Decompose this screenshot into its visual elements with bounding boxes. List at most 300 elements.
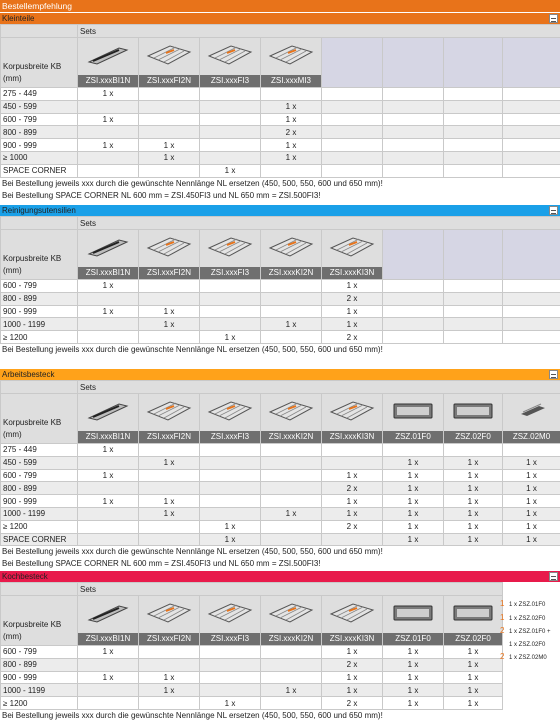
quantity-cell	[261, 646, 322, 659]
quantity-cell	[444, 292, 503, 305]
quantity-cell	[200, 507, 261, 520]
legend-text: 1 x ZSZ.02F0	[509, 615, 546, 622]
product-column-header	[200, 394, 261, 444]
quantity-cell	[139, 697, 200, 710]
quantity-cell	[444, 305, 503, 318]
korpusbreite-label: Korpusbreite KB (mm)	[1, 596, 78, 646]
section-header-reinigung	[0, 205, 560, 216]
section-arbeitsbesteck	[0, 369, 560, 570]
quantity-cell: 1 x	[78, 113, 139, 126]
quantity-cell: 1 x	[503, 507, 560, 520]
product-code: ZSI.xxxFI3	[200, 633, 260, 645]
quantity-cell: 1 x	[322, 495, 383, 508]
quantity-cell	[503, 151, 560, 164]
product-code: ZSI.xxxBI1N	[78, 633, 138, 645]
quantity-cell: 1 x	[139, 671, 200, 684]
table-row	[1, 495, 560, 508]
korpusbreite-value: ≥ 1200	[1, 697, 78, 710]
product-code: ZSI.xxxKI2N	[261, 633, 321, 645]
quantity-cell	[139, 658, 200, 671]
quantity-cell	[383, 88, 444, 101]
quantity-cell	[139, 482, 200, 495]
quantity-cell	[78, 533, 139, 546]
quantity-cell: 1 x	[444, 469, 503, 482]
product-code: ZSI.xxxBI1N	[78, 267, 138, 279]
product-code: ZSI.xxxBI1N	[78, 431, 138, 443]
quantity-cell	[383, 164, 444, 177]
quantity-cell	[139, 469, 200, 482]
quantity-cell	[200, 100, 261, 113]
quantity-cell	[261, 495, 322, 508]
korpusbreite-value: ≥ 1200	[1, 520, 78, 533]
quantity-cell	[444, 88, 503, 101]
quantity-cell	[78, 100, 139, 113]
section-title: Kochbesteck	[2, 572, 48, 581]
quantity-cell: 1 x	[200, 520, 261, 533]
quantity-cell: 1 x	[444, 495, 503, 508]
quantity-cell: 1 x	[444, 507, 503, 520]
korpusbreite-value: SPACE CORNER	[1, 164, 78, 177]
quantity-cell: 1 x	[383, 469, 444, 482]
quantity-cell: 1 x	[322, 671, 383, 684]
quantity-cell: 1 x	[139, 318, 200, 331]
table-row	[1, 318, 560, 331]
product-code: ZSI.xxxKI3N	[322, 267, 382, 279]
korpusbreite-value: 600 - 799	[1, 646, 78, 659]
product-column-header	[200, 230, 261, 280]
quantity-cell: 1 x	[383, 671, 444, 684]
empty-product-column	[444, 230, 503, 280]
quantity-cell	[261, 164, 322, 177]
table-row	[1, 164, 560, 177]
quantity-cell	[261, 520, 322, 533]
product-code: ZSI.xxxKI2N	[261, 267, 321, 279]
product-code: ZSI.xxxKI2N	[261, 431, 321, 443]
quantity-cell: 1 x	[322, 646, 383, 659]
legend-item	[500, 598, 560, 612]
product-column-header	[261, 394, 322, 444]
sets-label: Sets	[78, 583, 503, 596]
product-code: ZSI.xxxMI3	[261, 75, 321, 87]
table-row	[1, 151, 560, 164]
quantity-cell	[503, 139, 560, 152]
quantity-cell	[503, 100, 560, 113]
sets-label: Sets	[78, 381, 560, 394]
legend-number: 2	[500, 652, 505, 661]
quantity-cell: 1 x	[444, 671, 503, 684]
quantity-cell: 1 x	[261, 151, 322, 164]
empty-product-column	[383, 38, 444, 88]
quantity-cell: 1 x	[383, 646, 444, 659]
section-title: Arbeitsbesteck	[2, 370, 55, 379]
quantity-cell: 1 x	[139, 456, 200, 469]
order-note: Bei Bestellung jeweils xxx durch die gewünschte Nennlänge NL ersetzen (450, 500, 550, 600 und 650 mm)!	[2, 178, 383, 188]
quantity-cell	[200, 469, 261, 482]
quantity-cell	[383, 139, 444, 152]
product-code: ZSI.xxxFI2N	[139, 431, 199, 443]
quantity-cell	[200, 139, 261, 152]
quantity-cell: 1 x	[78, 139, 139, 152]
quantity-cell	[261, 292, 322, 305]
table-row	[1, 482, 560, 495]
quantity-cell: 1 x	[444, 646, 503, 659]
quantity-cell	[444, 280, 503, 293]
quantity-cell	[200, 88, 261, 101]
quantity-cell: 1 x	[261, 318, 322, 331]
quantity-cell: 1 x	[78, 305, 139, 318]
quantity-cell: 1 x	[322, 684, 383, 697]
product-column-header	[261, 596, 322, 646]
quantity-cell: 1 x	[139, 684, 200, 697]
legend-text: 1 x ZSZ.01F0 +	[509, 629, 551, 635]
quantity-cell	[139, 164, 200, 177]
quantity-cell: 1 x	[383, 658, 444, 671]
quantity-cell	[78, 456, 139, 469]
quantity-cell	[444, 331, 503, 344]
product-code: ZSI.xxxFI2N	[139, 75, 199, 87]
korpusbreite-value: 275 - 449	[1, 88, 78, 101]
quantity-cell	[503, 331, 560, 344]
korpusbreite-value: 800 - 899	[1, 658, 78, 671]
product-column-header	[139, 230, 200, 280]
quantity-cell: 1 x	[503, 456, 560, 469]
quantity-cell	[261, 482, 322, 495]
quantity-cell	[139, 292, 200, 305]
quantity-cell	[261, 697, 322, 710]
quantity-cell: 1 x	[78, 646, 139, 659]
quantity-cell	[503, 113, 560, 126]
table-row	[1, 533, 560, 546]
quantity-cell	[444, 113, 503, 126]
quantity-cell	[261, 533, 322, 546]
product-column-header	[322, 394, 383, 444]
header-blank	[1, 381, 78, 394]
legend-item	[500, 625, 560, 639]
quantity-cell	[78, 520, 139, 533]
header-blank	[1, 217, 78, 230]
pencil-icon[interactable]	[549, 206, 558, 215]
table-row	[1, 331, 560, 344]
quantity-cell: 1 x	[444, 533, 503, 546]
section-kleinteile	[0, 13, 560, 202]
korpusbreite-value: 450 - 599	[1, 456, 78, 469]
quantity-cell	[78, 126, 139, 139]
quantity-cell	[261, 469, 322, 482]
product-column-header	[200, 38, 261, 88]
product-code: ZSZ.02M0	[503, 431, 560, 443]
quantity-cell	[383, 151, 444, 164]
quantity-cell	[503, 88, 560, 101]
recommendation-table-kochbesteck	[0, 582, 503, 710]
section-title: Kleinteile	[2, 14, 35, 23]
quantity-cell	[261, 456, 322, 469]
table-row	[1, 113, 560, 126]
table-row	[1, 697, 503, 710]
quantity-cell	[200, 671, 261, 684]
quantity-cell	[261, 280, 322, 293]
quantity-cell	[322, 88, 383, 101]
quantity-cell	[261, 444, 322, 457]
quantity-cell	[139, 113, 200, 126]
section-header-kleinteile	[0, 13, 560, 24]
quantity-cell	[78, 164, 139, 177]
legend-item	[500, 639, 560, 652]
product-column-header	[322, 596, 383, 646]
quantity-cell: 1 x	[139, 151, 200, 164]
quantity-cell: 1 x	[78, 444, 139, 457]
quantity-cell	[322, 151, 383, 164]
quantity-cell	[322, 456, 383, 469]
table-row	[1, 456, 560, 469]
quantity-cell	[200, 444, 261, 457]
product-column-header	[139, 394, 200, 444]
quantity-cell	[139, 646, 200, 659]
quantity-cell	[200, 684, 261, 697]
section-header-kochbesteck	[0, 571, 560, 582]
quantity-cell: 2 x	[322, 658, 383, 671]
korpusbreite-value: 800 - 899	[1, 482, 78, 495]
korpusbreite-value: ≥ 1200	[1, 331, 78, 344]
quantity-cell	[503, 292, 560, 305]
quantity-cell	[322, 126, 383, 139]
quantity-cell	[261, 671, 322, 684]
quantity-cell: 1 x	[383, 507, 444, 520]
quantity-cell	[200, 482, 261, 495]
order-note: Bei Bestellung jeweils xxx durch die gewünschte Nennlänge NL ersetzen (450, 500, 550, 600 und 650 mm)!	[2, 344, 383, 354]
korpusbreite-value: 450 - 599	[1, 100, 78, 113]
quantity-cell	[444, 318, 503, 331]
quantity-cell: 1 x	[200, 164, 261, 177]
product-code: ZSI.xxxFI3	[200, 75, 260, 87]
quantity-cell	[444, 444, 503, 457]
quantity-cell	[200, 280, 261, 293]
legend-text: 1 x ZSZ.02F0	[509, 641, 546, 648]
empty-product-column	[503, 38, 560, 88]
quantity-cell: 1 x	[261, 684, 322, 697]
recommendation-table-arbeitsbesteck	[0, 380, 560, 546]
table-row	[1, 684, 503, 697]
quantity-cell	[139, 100, 200, 113]
quantity-cell: 1 x	[503, 482, 560, 495]
quantity-cell: 1 x	[139, 507, 200, 520]
quantity-cell	[444, 151, 503, 164]
quantity-cell	[503, 164, 560, 177]
quantity-cell	[139, 331, 200, 344]
quantity-cell	[139, 126, 200, 139]
quantity-cell: 1 x	[444, 697, 503, 710]
section-header-arbeitsbesteck	[0, 369, 560, 380]
quantity-cell: 2 x	[261, 126, 322, 139]
table-icon[interactable]	[549, 572, 558, 581]
quantity-cell: 1 x	[139, 495, 200, 508]
quantity-cell	[78, 331, 139, 344]
quantity-cell	[261, 658, 322, 671]
quantity-cell	[200, 292, 261, 305]
legend-number: 1	[500, 599, 505, 608]
quantity-cell: 1 x	[322, 507, 383, 520]
section-kochbesteck	[0, 571, 560, 720]
quantity-cell: 1 x	[383, 456, 444, 469]
table-row	[1, 520, 560, 533]
recommendation-table-reinigung	[0, 216, 560, 344]
quantity-cell	[78, 151, 139, 164]
table-row	[1, 305, 560, 318]
korpusbreite-label: Korpusbreite KB (mm)	[1, 38, 78, 88]
product-column-header	[503, 394, 560, 444]
korpusbreite-value: 900 - 999	[1, 671, 78, 684]
product-code: ZSI.xxxFI2N	[139, 633, 199, 645]
quantity-cell: 1 x	[322, 318, 383, 331]
quantity-cell	[383, 331, 444, 344]
quantity-cell: 2 x	[322, 697, 383, 710]
quantity-cell	[200, 305, 261, 318]
quantity-cell: 1 x	[322, 280, 383, 293]
quantity-cell	[78, 318, 139, 331]
quantity-cell	[200, 658, 261, 671]
table-row	[1, 280, 560, 293]
korpusbreite-label: Korpusbreite KB (mm)	[1, 394, 78, 444]
product-column-header	[383, 394, 444, 444]
quantity-cell: 1 x	[503, 533, 560, 546]
legend-text: 1 x ZSZ.02M0	[509, 655, 547, 661]
korpusbreite-value: 900 - 999	[1, 139, 78, 152]
quantity-cell	[200, 495, 261, 508]
korpusbreite-value: 1000 - 1199	[1, 684, 78, 697]
quantity-cell: 1 x	[139, 139, 200, 152]
quantity-cell	[139, 533, 200, 546]
quantity-cell: 1 x	[200, 533, 261, 546]
quantity-cell: 1 x	[503, 469, 560, 482]
quantity-cell	[383, 113, 444, 126]
order-note: Bei Bestellung SPACE CORNER NL 600 mm = ZSI.450FI3 und NL 650 mm = ZSI.500FI3!	[2, 190, 321, 200]
quantity-cell	[78, 684, 139, 697]
product-code: ZSZ.01F0	[383, 633, 443, 645]
quantity-cell	[503, 305, 560, 318]
quantity-cell	[200, 456, 261, 469]
quantity-cell: 1 x	[444, 482, 503, 495]
book-icon[interactable]	[549, 370, 558, 379]
quantity-cell	[503, 318, 560, 331]
table-row	[1, 126, 560, 139]
product-column-header	[444, 596, 503, 646]
header-blank	[1, 25, 78, 38]
quantity-cell	[503, 280, 560, 293]
quantity-cell	[444, 100, 503, 113]
section-title: Reinigungsutensilien	[2, 206, 76, 215]
quantity-cell	[139, 88, 200, 101]
quantity-cell: 1 x	[78, 88, 139, 101]
empty-product-column	[444, 38, 503, 88]
quantity-cell	[78, 658, 139, 671]
order-note: Bei Bestellung jeweils xxx durch die gewünschte Nennlänge NL ersetzen (450, 500, 550, 600 und 650 mm)!	[2, 710, 383, 720]
legend-number: 1	[500, 612, 505, 622]
product-column-header	[78, 394, 139, 444]
product-code: ZSZ.01F0	[383, 431, 443, 443]
legend-number: 2	[500, 626, 505, 635]
empty-product-column	[503, 230, 560, 280]
table-icon[interactable]	[549, 14, 558, 23]
korpusbreite-value: ≥ 1000	[1, 151, 78, 164]
quantity-cell: 1 x	[383, 520, 444, 533]
korpusbreite-value: 600 - 799	[1, 280, 78, 293]
quantity-cell: 1 x	[322, 469, 383, 482]
quantity-cell	[383, 444, 444, 457]
quantity-cell	[383, 318, 444, 331]
product-code: ZSZ.02F0	[444, 431, 502, 443]
product-code: ZSI.xxxFI2N	[139, 267, 199, 279]
quantity-cell	[200, 113, 261, 126]
korpusbreite-value: 800 - 899	[1, 292, 78, 305]
product-code: ZSI.xxxFI3	[200, 267, 260, 279]
quantity-cell: 2 x	[322, 292, 383, 305]
product-code: ZSI.xxxFI3	[200, 431, 260, 443]
korpusbreite-value: 275 - 449	[1, 444, 78, 457]
product-column-header	[200, 596, 261, 646]
product-column-header	[139, 596, 200, 646]
quantity-cell: 1 x	[444, 456, 503, 469]
order-note: Bei Bestellung jeweils xxx durch die gewünschte Nennlänge NL ersetzen (450, 500, 550, 600 und 650 mm)!	[2, 547, 383, 557]
table-row	[1, 292, 560, 305]
quantity-cell	[200, 646, 261, 659]
quantity-cell	[78, 507, 139, 520]
header-blank	[1, 583, 78, 596]
quantity-cell: 1 x	[261, 113, 322, 126]
quantity-cell	[78, 697, 139, 710]
legend-text: 1 x ZSZ.01F0	[509, 602, 546, 608]
quantity-cell: 1 x	[322, 305, 383, 318]
product-column-header	[78, 38, 139, 88]
product-column-header	[261, 38, 322, 88]
quantity-cell	[322, 100, 383, 113]
quantity-cell: 1 x	[383, 533, 444, 546]
page-title: Bestellempfehlung	[0, 0, 560, 12]
quantity-cell	[200, 126, 261, 139]
korpusbreite-value: 900 - 999	[1, 495, 78, 508]
quantity-cell: 1 x	[261, 100, 322, 113]
quantity-cell: 1 x	[444, 684, 503, 697]
quantity-cell: 1 x	[261, 507, 322, 520]
korpusbreite-value: 1000 - 1199	[1, 507, 78, 520]
korpusbreite-value: 800 - 899	[1, 126, 78, 139]
quantity-cell	[322, 139, 383, 152]
table-row	[1, 88, 560, 101]
quantity-cell	[139, 444, 200, 457]
korpusbreite-value: 900 - 999	[1, 305, 78, 318]
quantity-cell	[78, 292, 139, 305]
quantity-cell	[383, 292, 444, 305]
table-row	[1, 100, 560, 113]
kochbesteck-legend	[500, 598, 560, 665]
quantity-cell	[322, 444, 383, 457]
quantity-cell	[322, 113, 383, 126]
quantity-cell	[261, 331, 322, 344]
quantity-cell	[322, 533, 383, 546]
quantity-cell	[200, 151, 261, 164]
quantity-cell	[503, 444, 560, 457]
quantity-cell	[322, 164, 383, 177]
quantity-cell: 1 x	[78, 671, 139, 684]
quantity-cell	[139, 520, 200, 533]
quantity-cell	[383, 305, 444, 318]
quantity-cell: 1 x	[78, 495, 139, 508]
table-row	[1, 444, 560, 457]
quantity-cell: 2 x	[322, 331, 383, 344]
quantity-cell	[503, 126, 560, 139]
korpusbreite-value: 1000 - 1199	[1, 318, 78, 331]
quantity-cell: 1 x	[78, 280, 139, 293]
recommendation-table-kleinteile	[0, 24, 560, 178]
quantity-cell: 1 x	[383, 697, 444, 710]
